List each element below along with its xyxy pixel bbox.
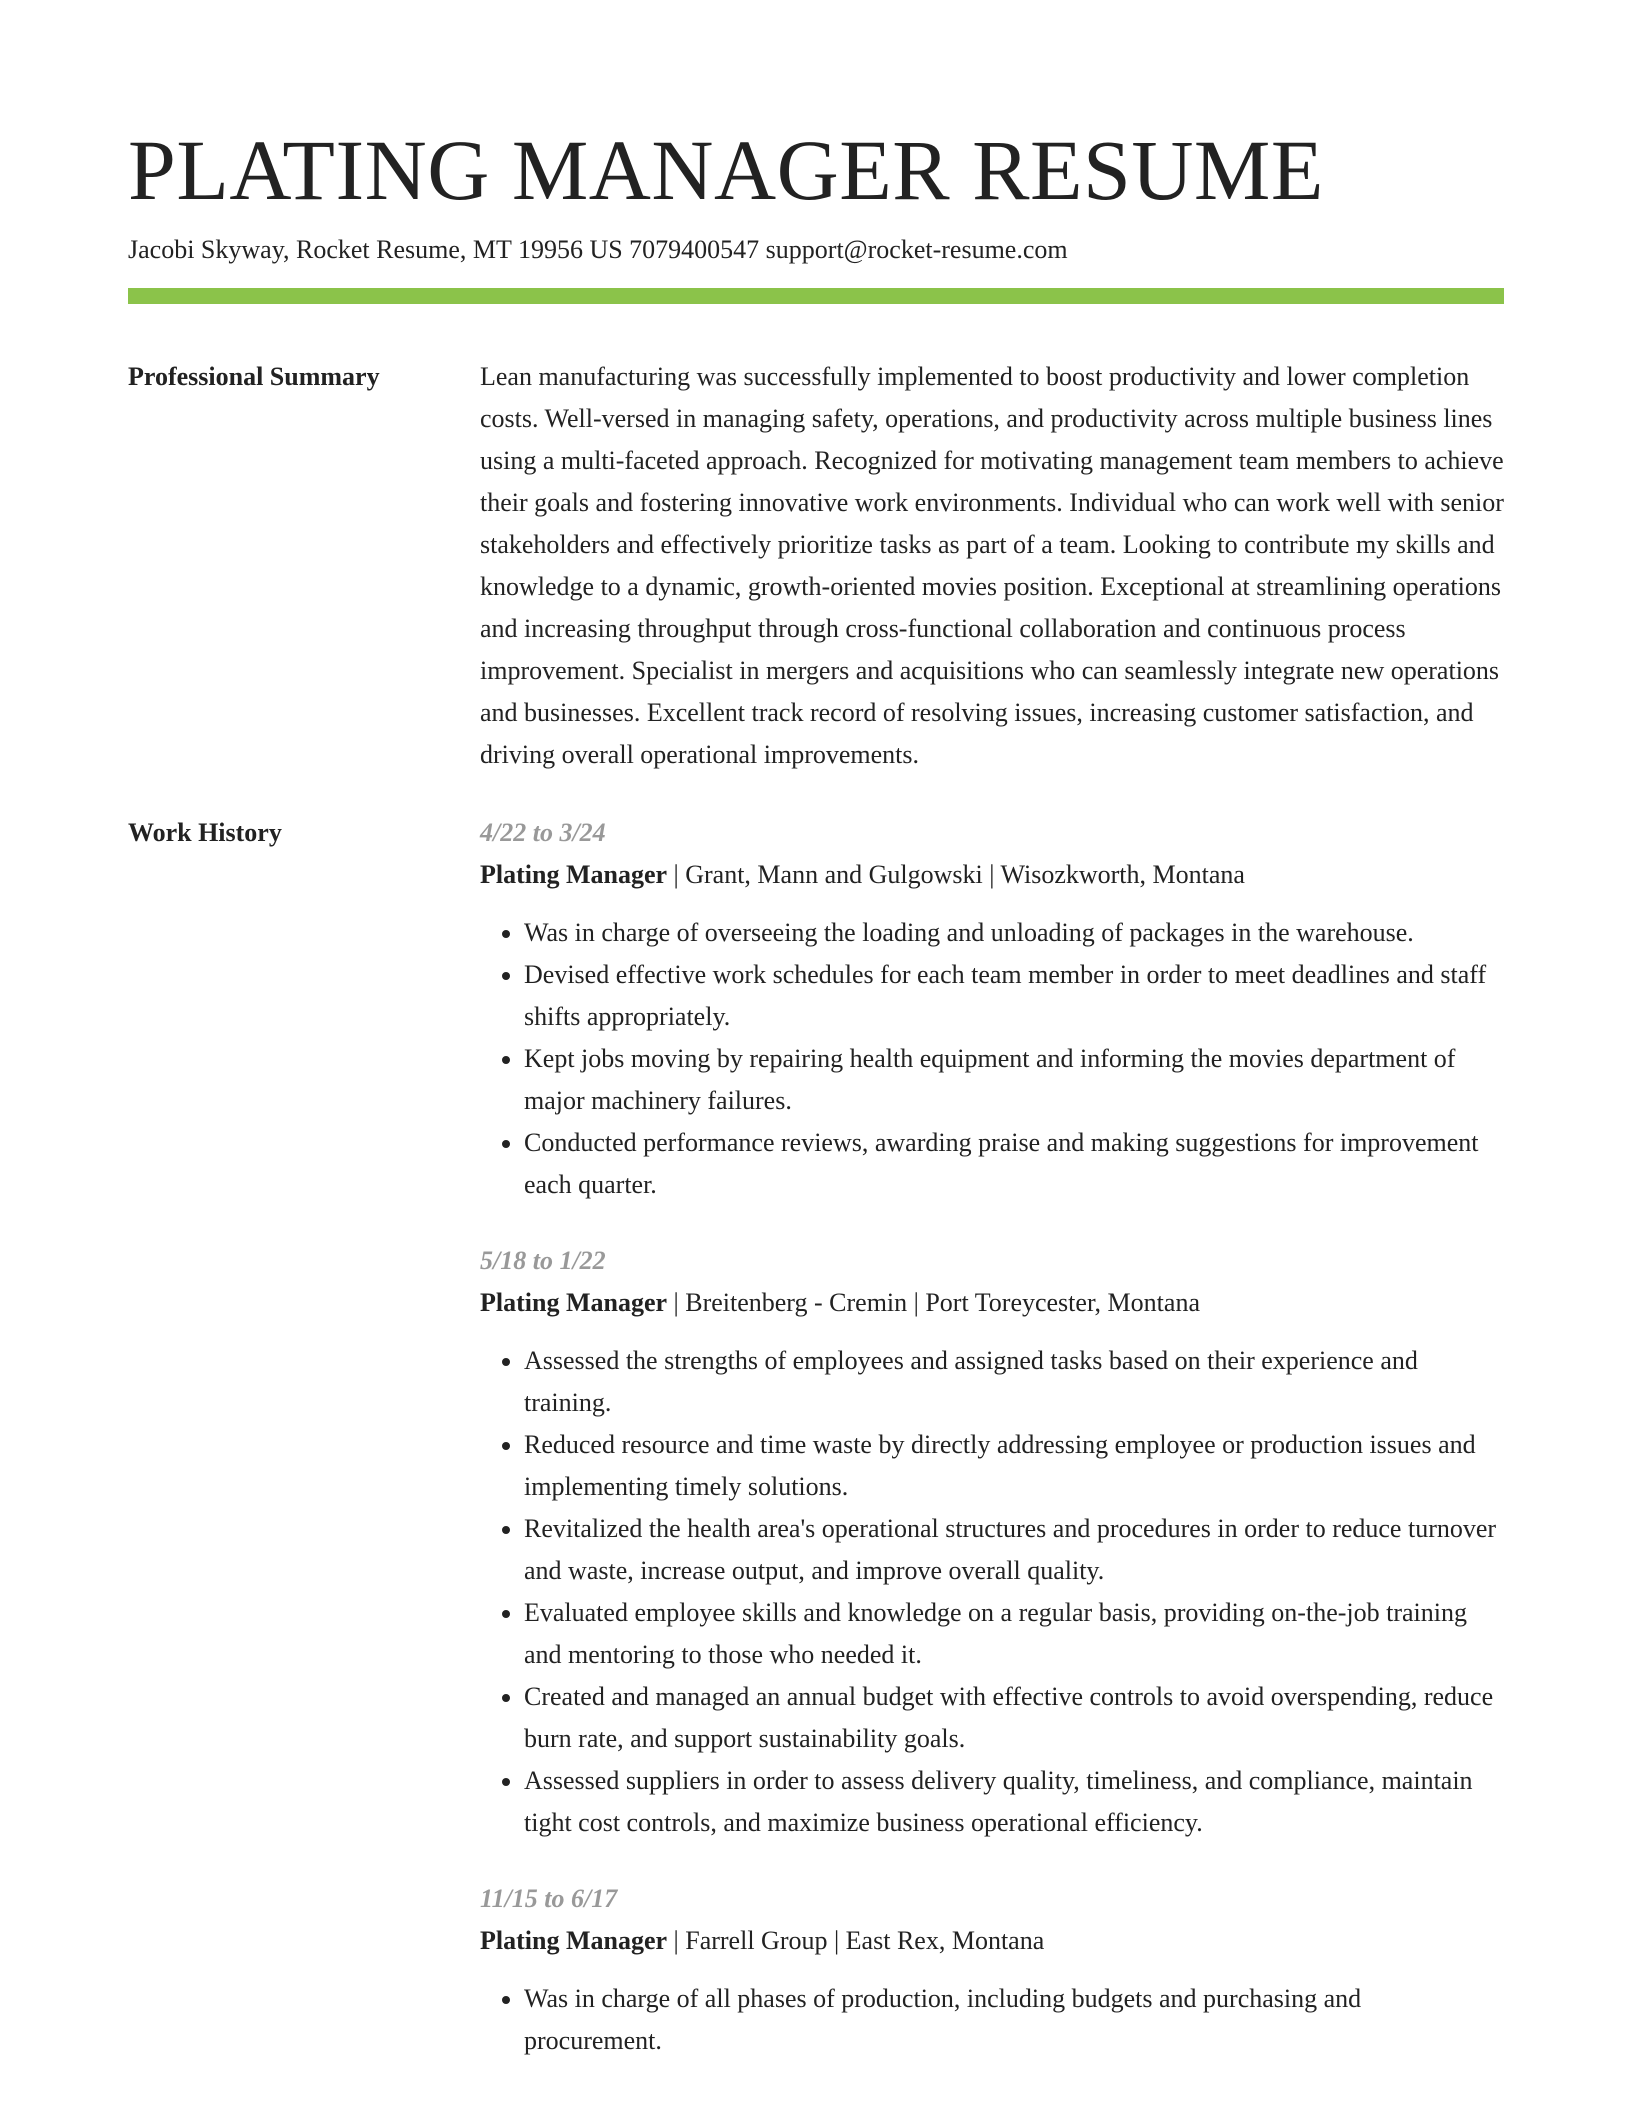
job-entry — [480, 1878, 1504, 2062]
job-heading — [480, 1920, 1504, 1962]
job-bullet: • Conducted performance reviews, awarding praise and making suggestions for improvement each quarter. — [524, 1122, 1504, 1206]
job-bullet: • Kept jobs moving by repairing health equipment and informing the movies department of major machinery failures. — [524, 1038, 1504, 1122]
job-company-location: | Farrell Group | East Rex, Montana — [667, 1926, 1045, 1955]
job-dates: 11/15 to 6/17 — [480, 1884, 618, 1913]
job-bullet-list — [480, 1340, 1504, 1844]
job-title: Plating Manager — [480, 1288, 668, 1317]
job-bullet-list — [480, 912, 1504, 1206]
section-label-professional-summary: Professional Summary — [128, 362, 380, 391]
resume-title: PLATING MANAGER RESUME — [128, 122, 1324, 218]
contact-info: Jacobi Skyway, Rocket Resume, MT 19956 US 7079400547 support@rocket-resume.com — [128, 235, 1068, 264]
job-title: Plating Manager — [480, 860, 668, 889]
work-history-section — [128, 812, 1504, 2096]
job-company-location: | Grant, Mann and Gulgowski | Wisozkworth, Montana — [667, 860, 1245, 889]
job-bullet: • Evaluated employee skills and knowledge on a regular basis, providing on-the-job training and mentoring to those who needed it. — [524, 1592, 1504, 1676]
job-bullet-list — [480, 1978, 1504, 2062]
job-bullet: • Assessed suppliers in order to assess delivery quality, timeliness, and compliance, maintain tight cost controls, and maximize business operational efficiency. — [524, 1760, 1504, 1844]
accent-divider — [128, 288, 1504, 304]
job-bullet: • Reduced resource and time waste by directly addressing employee or production issues and implementing timely solutions. — [524, 1424, 1504, 1508]
resume-page — [128, 120, 1504, 2096]
job-bullet: • Revitalized the health area's operational structures and procedures in order to reduce turnover and waste, increase output, and improve overall quality. — [524, 1508, 1504, 1592]
job-entry — [480, 812, 1504, 1206]
job-bullet: • Created and managed an annual budget with effective controls to avoid overspending, reduce burn rate, and support sustainability goals. — [524, 1676, 1504, 1760]
summary-body — [480, 356, 1504, 776]
job-bullet: • Was in charge of all phases of production, including budgets and purchasing and procurement. — [524, 1978, 1504, 2062]
job-company-location: | Breitenberg - Cremin | Port Toreycester, Montana — [667, 1288, 1200, 1317]
job-heading — [480, 1282, 1504, 1324]
job-dates: 4/22 to 3/24 — [480, 818, 606, 847]
job-bullet: • Devised effective work schedules for each team member in order to meet deadlines and staff shifts appropriately. — [524, 954, 1504, 1038]
job-bullet: • Was in charge of overseeing the loading and unloading of packages in the warehouse. — [524, 912, 1504, 954]
job-bullet: • Assessed the strengths of employees and assigned tasks based on their experience and training. — [524, 1340, 1504, 1424]
job-entry — [480, 1240, 1504, 1844]
work-history-body — [480, 812, 1504, 2096]
job-heading — [480, 854, 1504, 896]
job-dates: 5/18 to 1/22 — [480, 1246, 606, 1275]
section-label-work-history: Work History — [128, 818, 282, 847]
job-title: Plating Manager — [480, 1926, 668, 1955]
summary-text: Lean manufacturing was successfully implemented to boost productivity and lower completion costs. Well-versed in managing safety, operations, and productivity across multiple business lines using a multi-faceted approach. Recognized for motivating management team members to achieve their goals and fostering innovative work environments. Individual who can work well with senior stakeholders and effectively prioritize tasks as part of a team. Looking to contribute my skills and knowledge to a dynamic, growth-oriented movies position. Exceptional at streamlining operations and increasing throughput through cross-functional collaboration and continuous process improvement. Specialist in mergers and acquisitions who can seamlessly integrate new operations and businesses. Excellent track record of resolving issues, increasing customer satisfaction, and driving overall operational improvements. — [480, 362, 1504, 769]
professional-summary-section — [128, 356, 1504, 776]
